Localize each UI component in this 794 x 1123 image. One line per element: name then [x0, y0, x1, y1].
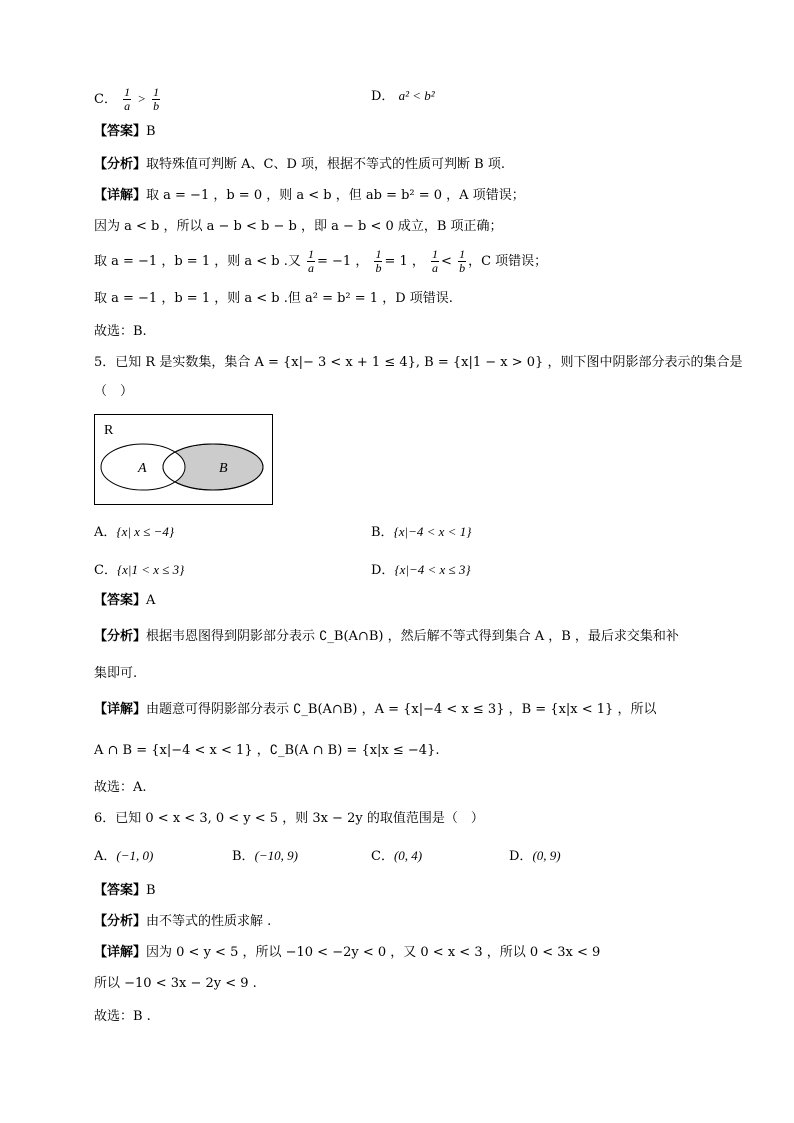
q5-answer [94, 591, 155, 611]
q4-option-d-text: a² < b² [398, 88, 435, 103]
q6-option-b [232, 846, 298, 867]
q4-detail-4: 取 a = −1 ，b = 1 ，则 a < b .但 a² = b² = 1 ，D 项错误. [94, 291, 453, 306]
detail-text: = 1 ， [384, 254, 425, 269]
fraction-numerator: 1 [308, 247, 314, 261]
fraction [431, 248, 439, 275]
option-text: (−1, 0) [116, 848, 154, 863]
set-a-label: A [138, 461, 147, 476]
fraction-denominator: b [153, 99, 160, 113]
q6-option-c [371, 846, 422, 867]
option-label: B． [371, 525, 394, 540]
answer-tag: 【答案】 [94, 124, 147, 139]
analysis-tag: 【分析】 [94, 629, 147, 644]
detail-tag: 【详解】 [94, 945, 147, 960]
detail-text: 由题意可得阴影部分表示 ∁_B(A∩B) ，A = {x|−4 < x ≤ 3} ，B = {x|x < 1} ，所以 [146, 702, 657, 717]
analysis-text: 取特殊值可判断 A、C、D 项，根据不等式的性质可判断 B 项. [146, 157, 505, 172]
q5-option-c [94, 560, 184, 581]
fraction-denominator: b [375, 261, 382, 275]
detail-tag: 【详解】 [94, 188, 147, 203]
fraction-denominator: a [432, 261, 439, 275]
option-text: {x|−4 < x < 1} [393, 524, 472, 539]
option-label: D． [371, 563, 395, 578]
option-label: C． [371, 849, 394, 864]
q6-stem: 6．已知 0 < x < 3, 0 < y < 5 ，则 3x − 2y 的取值范围是（ ） [94, 811, 484, 826]
operator: > [137, 91, 147, 106]
fraction-numerator: 1 [153, 85, 160, 99]
fraction-denominator: a [308, 261, 314, 275]
detail-tag: 【详解】 [94, 702, 147, 717]
fraction [458, 248, 466, 275]
q6-analysis [94, 912, 271, 932]
analysis-text: 由不等式的性质求解 . [146, 914, 272, 929]
option-text: (0, 9) [532, 848, 561, 863]
option-text: {x|1 < x ≤ 3} [116, 562, 185, 577]
q5-stem-1: 5．已知 R 是实数集，集合 A = {x|− 3 < x + 1 ≤ 4}, B = {x|1 − x > 0} ，则下图中阴影部分表示的集合是 [94, 355, 743, 370]
fraction-numerator: 1 [432, 247, 439, 261]
answer-tag: 【答案】 [94, 883, 147, 898]
option-text: (−10, 9) [254, 848, 298, 863]
fraction [123, 86, 131, 113]
operator: < [441, 254, 452, 269]
q6-detail-1 [94, 943, 600, 963]
q5-analysis-1 [94, 627, 679, 647]
q5-option-d [371, 560, 471, 581]
option-label: A． [94, 849, 117, 864]
fraction-denominator: b [459, 261, 466, 275]
q5-stem-2: （ ） [94, 384, 134, 399]
detail-text: 因为 0 < y < 5 ，所以 −10 < −2y < 0 ，又 0 < x < 3 ，所以 0 < 3x < 9 [146, 945, 601, 960]
detail-text: 取 a = −1 ，b = 1 ，则 a < b .又 [94, 254, 301, 269]
answer-value: A [146, 593, 156, 608]
detail-text: 取 a = −1 ，b = 0 ，则 a < b ，但 ab = b² = 0 ，A 项错误； [146, 188, 525, 203]
analysis-text: 根据韦恩图得到阴影部分表示 ∁_B(A∩B) ，然后解不等式得到集合 A ，B ，最后求交集和补 [146, 629, 679, 644]
fraction-numerator: 1 [375, 247, 382, 261]
q5-analysis-2: 集即可. [94, 666, 138, 681]
answer-value: B [146, 883, 156, 898]
q6-option-d [509, 846, 561, 867]
answer-value: B [146, 124, 156, 139]
q4-answer [94, 122, 156, 142]
analysis-tag: 【分析】 [94, 914, 147, 929]
option-label: D． [509, 849, 533, 864]
fraction-numerator: 1 [124, 85, 131, 99]
universe-label: R [104, 423, 114, 438]
q5-detail-2: A ∩ B = {x|−4 < x < 1} ，∁_B(A ∩ B) = {x|x ≤ −4}. [94, 743, 440, 758]
q6-conclusion: 故选：B . [94, 1009, 151, 1024]
q5-option-b [371, 522, 471, 543]
fraction [307, 248, 315, 275]
option-text: (0, 4) [393, 848, 423, 863]
option-label: C． [94, 563, 117, 578]
fraction [152, 86, 160, 113]
q4-conclusion: 故选：B. [94, 324, 147, 339]
answer-tag: 【答案】 [94, 593, 147, 608]
q6-answer [94, 881, 156, 901]
set-b-label: B [219, 461, 228, 476]
fraction-numerator: 1 [459, 247, 466, 261]
detail-text: = −1 ， [317, 254, 369, 269]
fraction-denominator: a [124, 99, 131, 113]
q4-option-c [94, 86, 162, 113]
q4-option-d-label: D． [371, 89, 395, 104]
q4-option-c-label: C． [94, 92, 117, 107]
q4-detail-2: 因为 a < b ，所以 a − b < b − b ，即 a − b < 0 成立，B 项正确； [94, 219, 503, 234]
q4-detail-1 [94, 186, 525, 206]
option-text: {x| x ≤ −4} [116, 524, 175, 539]
option-label: B． [232, 849, 255, 864]
q6-detail-2: 所以 −10 < 3x − 2y < 9 . [94, 976, 257, 991]
q4-analysis [94, 155, 505, 175]
venn-diagram [94, 414, 274, 506]
option-label: A． [94, 525, 117, 540]
q5-option-a [94, 522, 174, 543]
detail-text: ，C 项错误； [468, 254, 548, 269]
q5-conclusion: 故选：A. [94, 780, 147, 795]
q4-detail-3 [94, 248, 547, 275]
q4-option-d [371, 86, 435, 107]
q5-detail-1 [94, 700, 656, 720]
option-text: {x|−4 < x ≤ 3} [394, 562, 471, 577]
fraction [374, 248, 382, 275]
analysis-tag: 【分析】 [94, 157, 147, 172]
q6-option-a [94, 846, 153, 867]
